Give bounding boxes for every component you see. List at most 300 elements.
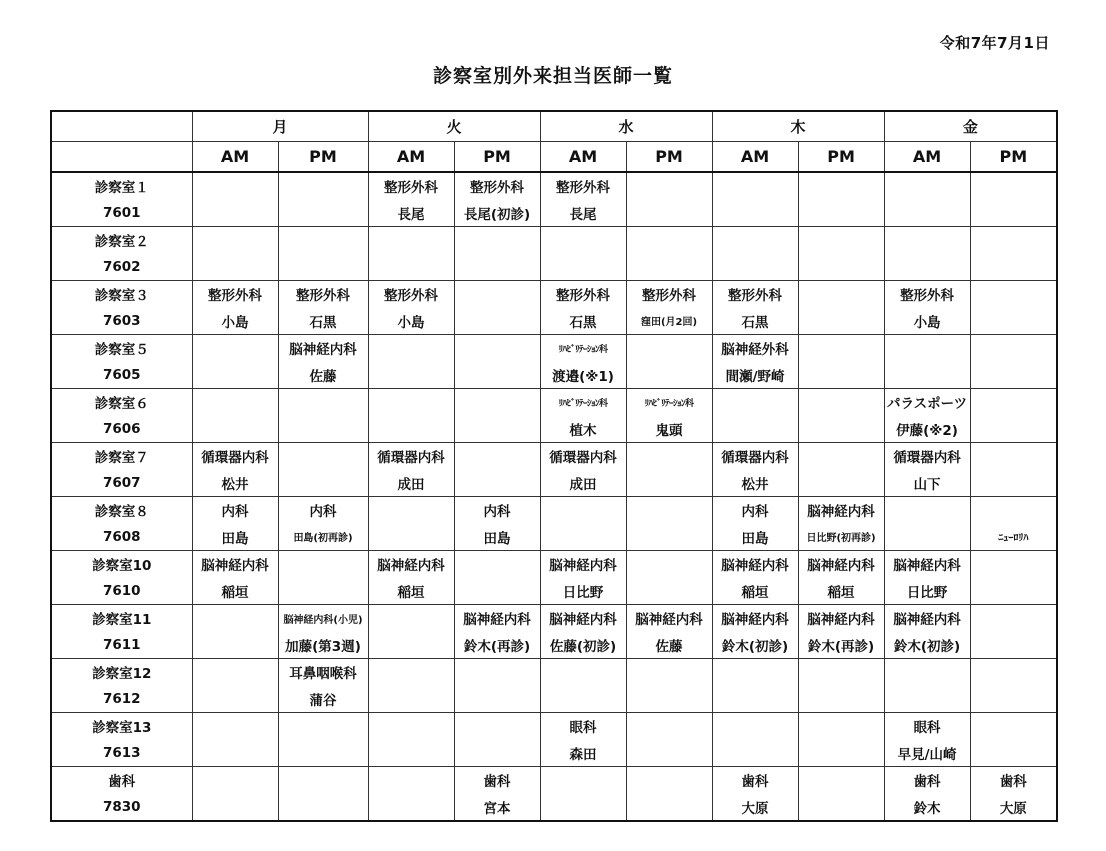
department-cell-fri-am: 脳神経内科: [884, 605, 970, 632]
department-cell-tue-am: [368, 605, 454, 632]
room-extension-cell: 7606: [51, 416, 192, 443]
room-extension-cell: 7611: [51, 632, 192, 659]
room-name-cell: 診察室10: [51, 551, 192, 578]
department-cell-wed-pm: ﾘﾊﾋﾞﾘﾃｰｼｮﾝ科: [626, 389, 712, 416]
doctor-cell-wed-am: [540, 686, 626, 713]
table-row-dept: [51, 713, 1057, 740]
doctor-cell-tue-pm: 長尾(初診): [454, 200, 540, 227]
department-cell-wed-am: [540, 497, 626, 524]
department-cell-fri-pm: [970, 659, 1057, 686]
department-cell-tue-am: [368, 389, 454, 416]
room-name-cell: 診察室８: [51, 497, 192, 524]
department-cell-thu-am: 脳神経外科: [712, 335, 798, 362]
doctor-cell-fri-pm: 大原: [970, 794, 1057, 822]
department-cell-mon-pm: [278, 443, 368, 470]
department-cell-fri-am: 眼科: [884, 713, 970, 740]
table-row-dept: [51, 497, 1057, 524]
department-cell-wed-pm: [626, 335, 712, 362]
department-cell-wed-pm: [626, 172, 712, 200]
doctor-cell-tue-am: [368, 632, 454, 659]
doctor-cell-fri-am: [884, 524, 970, 551]
department-cell-mon-am: [192, 227, 278, 254]
department-cell-tue-am: 整形外科: [368, 281, 454, 308]
doctor-cell-wed-pm: [626, 578, 712, 605]
doctor-cell-thu-pm: [798, 416, 884, 443]
department-cell-thu-am: [712, 389, 798, 416]
table-row-doctor: [51, 686, 1057, 713]
doctor-cell-fri-am: 伊藤(※2): [884, 416, 970, 443]
department-cell-fri-am: [884, 497, 970, 524]
doctor-cell-mon-am: [192, 632, 278, 659]
room-extension-cell: 7830: [51, 794, 192, 822]
department-cell-wed-pm: [626, 443, 712, 470]
table-row-doctor: [51, 578, 1057, 605]
doctor-cell-wed-am: 成田: [540, 470, 626, 497]
department-cell-wed-am: 脳神経内科: [540, 551, 626, 578]
department-cell-wed-am: 循環器内科: [540, 443, 626, 470]
department-cell-mon-am: [192, 335, 278, 362]
department-cell-fri-am: [884, 227, 970, 254]
doctor-cell-wed-am: 日比野: [540, 578, 626, 605]
doctor-cell-tue-pm: [454, 578, 540, 605]
doctor-cell-thu-pm: [798, 362, 884, 389]
doctor-cell-tue-am: 小島: [368, 308, 454, 335]
doctor-cell-mon-pm: 田島(初再診): [278, 524, 368, 551]
department-cell-fri-am: 脳神経内科: [884, 551, 970, 578]
doctor-cell-wed-pm: [626, 686, 712, 713]
department-cell-thu-pm: [798, 281, 884, 308]
department-cell-wed-am: 整形外科: [540, 172, 626, 200]
room-extension-cell: 7613: [51, 740, 192, 767]
day-header-row: [51, 111, 1057, 142]
doctor-cell-wed-am: 石黒: [540, 308, 626, 335]
period-header-pm: PM: [454, 142, 540, 173]
department-cell-thu-pm: [798, 443, 884, 470]
department-cell-fri-am: パラスポーツ: [884, 389, 970, 416]
period-header-am: AM: [540, 142, 626, 173]
doctor-cell-wed-am: 渡邉(※1): [540, 362, 626, 389]
doctor-cell-thu-pm: [798, 254, 884, 281]
department-cell-mon-pm: [278, 713, 368, 740]
department-cell-mon-pm: 内科: [278, 497, 368, 524]
department-cell-wed-am: [540, 767, 626, 794]
department-cell-wed-am: 整形外科: [540, 281, 626, 308]
doctor-cell-wed-am: 長尾: [540, 200, 626, 227]
department-cell-wed-pm: [626, 659, 712, 686]
doctor-cell-mon-pm: [278, 470, 368, 497]
department-cell-wed-am: ﾘﾊﾋﾞﾘﾃｰｼｮﾝ科: [540, 389, 626, 416]
doctor-cell-fri-am: 鈴木: [884, 794, 970, 822]
department-cell-mon-pm: [278, 389, 368, 416]
doctor-cell-thu-pm: 日比野(初再診): [798, 524, 884, 551]
doctor-cell-mon-pm: [278, 794, 368, 822]
corner-cell: [51, 111, 192, 142]
doctor-cell-wed-pm: [626, 200, 712, 227]
doctor-cell-wed-pm: [626, 524, 712, 551]
department-cell-mon-am: [192, 713, 278, 740]
doctor-cell-mon-am: 稲垣: [192, 578, 278, 605]
room-extension-cell: 7610: [51, 578, 192, 605]
doctor-cell-tue-am: [368, 254, 454, 281]
doctor-cell-wed-pm: [626, 362, 712, 389]
doctor-cell-fri-am: [884, 362, 970, 389]
department-cell-tue-pm: 脳神経内科: [454, 605, 540, 632]
department-cell-fri-pm: [970, 713, 1057, 740]
department-cell-thu-pm: 脳神経内科: [798, 605, 884, 632]
doctor-cell-tue-am: [368, 524, 454, 551]
doctor-cell-thu-pm: [798, 794, 884, 822]
department-cell-mon-am: [192, 389, 278, 416]
doctor-cell-fri-am: 小島: [884, 308, 970, 335]
table-row-doctor: [51, 362, 1057, 389]
period-header-pm: PM: [798, 142, 884, 173]
department-cell-mon-pm: 整形外科: [278, 281, 368, 308]
table-row-doctor: [51, 740, 1057, 767]
department-cell-wed-pm: 脳神経内科: [626, 605, 712, 632]
department-cell-thu-pm: [798, 172, 884, 200]
department-cell-thu-pm: [798, 767, 884, 794]
department-cell-mon-am: 内科: [192, 497, 278, 524]
department-cell-mon-am: 脳神経内科: [192, 551, 278, 578]
department-cell-tue-am: [368, 227, 454, 254]
department-cell-tue-pm: 歯科: [454, 767, 540, 794]
department-cell-wed-am: [540, 659, 626, 686]
department-cell-thu-am: [712, 713, 798, 740]
doctor-cell-mon-pm: [278, 200, 368, 227]
doctor-cell-tue-am: [368, 362, 454, 389]
department-cell-fri-am: [884, 335, 970, 362]
doctor-cell-thu-am: [712, 416, 798, 443]
period-header-pm: PM: [626, 142, 712, 173]
department-cell-fri-am: 歯科: [884, 767, 970, 794]
doctor-cell-fri-am: [884, 686, 970, 713]
period-header-am: AM: [368, 142, 454, 173]
room-name-cell: 診察室12: [51, 659, 192, 686]
table-row-dept: [51, 172, 1057, 200]
doctor-cell-mon-pm: 蒲谷: [278, 686, 368, 713]
department-cell-tue-am: [368, 767, 454, 794]
doctor-cell-fri-pm: [970, 578, 1057, 605]
room-extension-cell: 7608: [51, 524, 192, 551]
department-cell-thu-am: 歯科: [712, 767, 798, 794]
table-row-doctor: [51, 200, 1057, 227]
period-header-am: AM: [884, 142, 970, 173]
table-row-doctor: [51, 470, 1057, 497]
department-cell-mon-pm: 脳神経内科(小児): [278, 605, 368, 632]
doctor-cell-fri-pm: [970, 686, 1057, 713]
department-cell-fri-am: [884, 659, 970, 686]
doctor-cell-tue-pm: [454, 740, 540, 767]
room-name-cell: 診察室１: [51, 172, 192, 200]
doctor-cell-mon-am: [192, 794, 278, 822]
department-cell-thu-pm: [798, 713, 884, 740]
table-row-dept: [51, 335, 1057, 362]
doctor-cell-tue-am: [368, 794, 454, 822]
department-cell-thu-pm: [798, 227, 884, 254]
doctor-cell-tue-am: [368, 686, 454, 713]
doctor-cell-tue-am: [368, 740, 454, 767]
department-cell-tue-am: 脳神経内科: [368, 551, 454, 578]
doctor-cell-tue-pm: 鈴木(再診): [454, 632, 540, 659]
department-cell-thu-am: 循環器内科: [712, 443, 798, 470]
doctor-cell-thu-am: 田島: [712, 524, 798, 551]
doctor-cell-thu-pm: 稲垣: [798, 578, 884, 605]
room-name-cell: 診察室11: [51, 605, 192, 632]
doctor-cell-fri-am: 早見/山崎: [884, 740, 970, 767]
doctor-cell-mon-am: [192, 740, 278, 767]
table-row-dept: [51, 227, 1057, 254]
room-extension-cell: 7605: [51, 362, 192, 389]
table-row-doctor: [51, 308, 1057, 335]
doctor-cell-fri-am: 鈴木(初診): [884, 632, 970, 659]
doctor-cell-tue-pm: [454, 470, 540, 497]
department-cell-tue-pm: 内科: [454, 497, 540, 524]
department-cell-tue-am: [368, 659, 454, 686]
period-header-pm: PM: [970, 142, 1057, 173]
department-cell-mon-pm: 耳鼻咽喉科: [278, 659, 368, 686]
department-cell-tue-pm: 整形外科: [454, 172, 540, 200]
doctor-cell-wed-am: [540, 524, 626, 551]
period-header-am: AM: [712, 142, 798, 173]
doctor-cell-mon-pm: 石黒: [278, 308, 368, 335]
doctor-cell-thu-am: [712, 200, 798, 227]
day-header-tue: 火: [368, 111, 540, 142]
doctor-cell-fri-am: 日比野: [884, 578, 970, 605]
period-header-row: [51, 142, 1057, 173]
doctor-cell-wed-pm: [626, 740, 712, 767]
department-cell-mon-pm: 脳神経内科: [278, 335, 368, 362]
department-cell-thu-am: 整形外科: [712, 281, 798, 308]
room-extension-cell: 7607: [51, 470, 192, 497]
department-cell-mon-am: [192, 172, 278, 200]
department-cell-fri-pm: [970, 335, 1057, 362]
schedule-table: [50, 110, 1058, 822]
doctor-cell-wed-pm: 鬼頭: [626, 416, 712, 443]
doctor-cell-mon-pm: 佐藤: [278, 362, 368, 389]
room-extension-cell: 7603: [51, 308, 192, 335]
doctor-cell-mon-pm: [278, 416, 368, 443]
room-extension-cell: 7602: [51, 254, 192, 281]
day-header-wed: 水: [540, 111, 712, 142]
doctor-cell-tue-pm: [454, 308, 540, 335]
doctor-cell-wed-am: [540, 794, 626, 822]
doctor-cell-fri-pm: [970, 254, 1057, 281]
department-cell-tue-pm: [454, 227, 540, 254]
department-cell-fri-pm: [970, 605, 1057, 632]
department-cell-fri-pm: [970, 443, 1057, 470]
department-cell-mon-am: 整形外科: [192, 281, 278, 308]
doctor-cell-tue-am: [368, 416, 454, 443]
department-cell-thu-am: [712, 227, 798, 254]
department-cell-tue-am: 整形外科: [368, 172, 454, 200]
table-row-doctor: [51, 794, 1057, 822]
doctor-cell-mon-pm: [278, 578, 368, 605]
table-row-dept: [51, 281, 1057, 308]
department-cell-wed-pm: [626, 713, 712, 740]
department-cell-wed-am: [540, 227, 626, 254]
table-row-dept: [51, 443, 1057, 470]
department-cell-mon-am: 循環器内科: [192, 443, 278, 470]
doctor-cell-mon-am: 小島: [192, 308, 278, 335]
room-name-cell: 診察室５: [51, 335, 192, 362]
room-name-cell: 歯科: [51, 767, 192, 794]
table-row-doctor: [51, 416, 1057, 443]
doctor-cell-wed-pm: 窪田(月2回): [626, 308, 712, 335]
department-cell-thu-am: [712, 659, 798, 686]
period-header-pm: PM: [278, 142, 368, 173]
table-header: [51, 111, 1057, 172]
room-name-cell: 診察室２: [51, 227, 192, 254]
corner-cell: [51, 142, 192, 173]
doctor-cell-wed-pm: [626, 470, 712, 497]
department-cell-thu-pm: [798, 659, 884, 686]
doctor-cell-mon-am: 田島: [192, 524, 278, 551]
doctor-cell-mon-am: [192, 686, 278, 713]
table-row-dept: [51, 605, 1057, 632]
doctor-cell-wed-am: 森田: [540, 740, 626, 767]
doctor-cell-mon-pm: [278, 254, 368, 281]
department-cell-tue-pm: [454, 659, 540, 686]
department-cell-fri-am: [884, 172, 970, 200]
department-cell-tue-am: [368, 497, 454, 524]
department-cell-mon-pm: [278, 172, 368, 200]
doctor-cell-fri-am: [884, 254, 970, 281]
department-cell-thu-pm: 脳神経内科: [798, 551, 884, 578]
doctor-cell-fri-pm: [970, 632, 1057, 659]
department-cell-wed-pm: [626, 227, 712, 254]
department-cell-thu-am: 内科: [712, 497, 798, 524]
department-cell-mon-am: [192, 605, 278, 632]
doctor-cell-thu-am: 石黒: [712, 308, 798, 335]
doctor-cell-thu-pm: 鈴木(再診): [798, 632, 884, 659]
table-row-doctor: [51, 632, 1057, 659]
table-body: [51, 172, 1057, 821]
doctor-cell-fri-pm: [970, 362, 1057, 389]
department-cell-fri-pm: [970, 281, 1057, 308]
department-cell-mon-am: [192, 767, 278, 794]
issue-date: 令和7年7月1日: [939, 34, 1050, 52]
department-cell-tue-pm: [454, 713, 540, 740]
room-name-cell: 診察室13: [51, 713, 192, 740]
doctor-cell-wed-am: [540, 254, 626, 281]
room-name-cell: 診察室３: [51, 281, 192, 308]
doctor-cell-thu-pm: [798, 686, 884, 713]
department-cell-mon-am: [192, 659, 278, 686]
department-cell-mon-pm: [278, 551, 368, 578]
doctor-cell-mon-am: [192, 254, 278, 281]
department-cell-fri-pm: [970, 389, 1057, 416]
department-cell-wed-am: 眼科: [540, 713, 626, 740]
doctor-cell-fri-pm: [970, 416, 1057, 443]
doctor-cell-thu-am: 間瀬/野崎: [712, 362, 798, 389]
day-header-fri: 金: [884, 111, 1057, 142]
doctor-cell-tue-am: 成田: [368, 470, 454, 497]
department-cell-thu-am: [712, 172, 798, 200]
doctor-cell-tue-pm: 田島: [454, 524, 540, 551]
doctor-cell-wed-am: 佐藤(初診): [540, 632, 626, 659]
department-cell-wed-pm: [626, 767, 712, 794]
doctor-cell-fri-pm: [970, 740, 1057, 767]
department-cell-mon-pm: [278, 767, 368, 794]
room-extension-cell: 7601: [51, 200, 192, 227]
department-cell-wed-am: ﾘﾊﾋﾞﾘﾃｰｼｮﾝ科: [540, 335, 626, 362]
doctor-cell-fri-pm: [970, 470, 1057, 497]
doctor-cell-thu-pm: [798, 740, 884, 767]
department-cell-wed-am: 脳神経内科: [540, 605, 626, 632]
doctor-cell-tue-pm: [454, 362, 540, 389]
department-cell-tue-pm: [454, 281, 540, 308]
doctor-cell-mon-am: [192, 200, 278, 227]
department-cell-fri-pm: [970, 172, 1057, 200]
department-cell-wed-pm: [626, 497, 712, 524]
department-cell-tue-pm: [454, 335, 540, 362]
department-cell-fri-pm: [970, 497, 1057, 524]
department-cell-thu-pm: [798, 335, 884, 362]
doctor-cell-thu-pm: [798, 200, 884, 227]
doctor-cell-thu-am: [712, 740, 798, 767]
department-cell-fri-am: 整形外科: [884, 281, 970, 308]
doctor-cell-wed-pm: [626, 254, 712, 281]
department-cell-thu-am: 脳神経内科: [712, 605, 798, 632]
department-cell-tue-pm: [454, 551, 540, 578]
page-title: 診察室別外来担当医師一覧: [432, 65, 673, 87]
day-header-thu: 木: [712, 111, 884, 142]
room-name-cell: 診察室６: [51, 389, 192, 416]
department-cell-fri-am: 循環器内科: [884, 443, 970, 470]
table-row-dept: [51, 389, 1057, 416]
doctor-cell-mon-pm: [278, 740, 368, 767]
doctor-cell-fri-pm: [970, 200, 1057, 227]
doctor-cell-thu-am: [712, 254, 798, 281]
doctor-cell-mon-am: [192, 416, 278, 443]
period-header-am: AM: [192, 142, 278, 173]
department-cell-tue-am: 循環器内科: [368, 443, 454, 470]
table-row-dept: [51, 659, 1057, 686]
doctor-cell-thu-am: 鈴木(初診): [712, 632, 798, 659]
doctor-cell-thu-am: 松井: [712, 470, 798, 497]
doctor-cell-tue-pm: [454, 254, 540, 281]
department-cell-mon-pm: [278, 227, 368, 254]
room-extension-cell: 7612: [51, 686, 192, 713]
doctor-cell-mon-pm: 加藤(第3週): [278, 632, 368, 659]
day-header-mon: 月: [192, 111, 368, 142]
doctor-cell-wed-am: 植木: [540, 416, 626, 443]
room-name-cell: 診察室７: [51, 443, 192, 470]
department-cell-fri-pm: [970, 227, 1057, 254]
department-cell-tue-pm: [454, 443, 540, 470]
department-cell-fri-pm: 歯科: [970, 767, 1057, 794]
doctor-cell-tue-pm: [454, 416, 540, 443]
department-cell-wed-pm: [626, 551, 712, 578]
doctor-cell-mon-am: 松井: [192, 470, 278, 497]
department-cell-thu-am: 脳神経内科: [712, 551, 798, 578]
doctor-cell-fri-am: [884, 200, 970, 227]
doctor-cell-tue-pm: [454, 686, 540, 713]
doctor-cell-mon-am: [192, 362, 278, 389]
doctor-cell-wed-pm: 佐藤: [626, 632, 712, 659]
doctor-cell-fri-pm: ﾆｭｰﾛﾘﾊ: [970, 524, 1057, 551]
department-cell-tue-am: [368, 335, 454, 362]
doctor-cell-thu-am: [712, 686, 798, 713]
department-cell-thu-pm: [798, 389, 884, 416]
doctor-cell-thu-pm: [798, 470, 884, 497]
doctor-cell-fri-pm: [970, 308, 1057, 335]
doctor-cell-thu-pm: [798, 308, 884, 335]
doctor-cell-thu-am: 稲垣: [712, 578, 798, 605]
table-row-doctor: [51, 254, 1057, 281]
department-cell-tue-pm: [454, 389, 540, 416]
department-cell-tue-am: [368, 713, 454, 740]
